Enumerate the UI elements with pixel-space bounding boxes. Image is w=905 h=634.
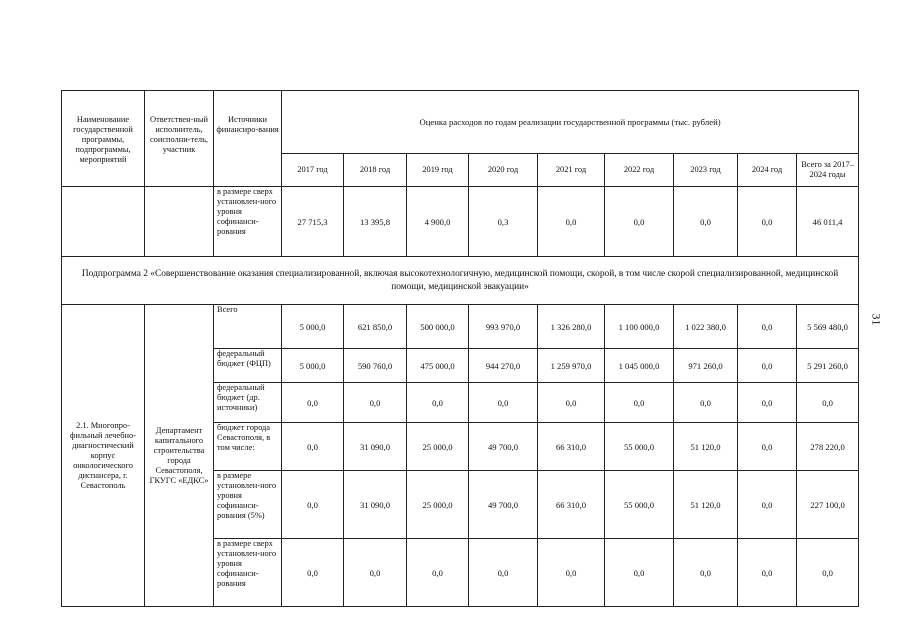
value-cell: 971 260,0 — [674, 349, 738, 383]
value-cell: 0,0 — [605, 187, 674, 257]
value-cell: 0,0 — [282, 423, 344, 471]
value-cell: 0,0 — [344, 539, 407, 607]
value-cell: 5 000,0 — [282, 349, 344, 383]
value-cell: 0,0 — [538, 383, 605, 423]
year-header: 2018 год — [344, 154, 407, 187]
value-cell: 0,0 — [738, 383, 797, 423]
value-cell: 31 090,0 — [344, 471, 407, 539]
value-cell: 0,0 — [538, 539, 605, 607]
responsible-cell-empty — [145, 187, 214, 257]
table-row — [62, 187, 859, 257]
value-cell: 0,0 — [538, 187, 605, 257]
value-cell: 5 291 260,0 — [797, 349, 859, 383]
name-cell-empty — [62, 187, 145, 257]
table-row — [62, 91, 859, 154]
value-cell: 13 395,8 — [344, 187, 407, 257]
value-cell: 1 259 970,0 — [538, 349, 605, 383]
source-cell: в размере сверх установлен-ного уровня софинанси-рования — [214, 187, 282, 257]
activity-responsible: Департамент капитального строительства города Севастополя, ГКУГС «ЕДКС» — [145, 305, 214, 607]
value-cell: 0,0 — [605, 539, 674, 607]
value-cell: 621 850,0 — [344, 305, 407, 349]
value-cell: 0,0 — [605, 383, 674, 423]
value-cell: 0,0 — [282, 383, 344, 423]
value-cell: 0,0 — [674, 383, 738, 423]
value-cell: 51 120,0 — [674, 471, 738, 539]
header-name: Наименование государственной программы, подпрограммы, мероприятий — [62, 91, 145, 187]
value-cell: 227 100,0 — [797, 471, 859, 539]
value-cell: 0,0 — [738, 471, 797, 539]
value-cell: 0,0 — [738, 187, 797, 257]
value-cell: 993 970,0 — [469, 305, 538, 349]
value-cell: 0,0 — [797, 539, 859, 607]
value-cell: 66 310,0 — [538, 471, 605, 539]
source-cell: бюджет города Севастополя, в том числе: — [214, 423, 282, 471]
page-number: 31 — [869, 313, 884, 326]
value-cell: 4 900,0 — [407, 187, 469, 257]
value-cell: 0,0 — [407, 539, 469, 607]
source-cell: Всего — [214, 305, 282, 349]
value-cell: 0,0 — [469, 383, 538, 423]
value-cell: 0,0 — [282, 539, 344, 607]
header-responsible: Ответствен-ный исполнитель, соисполни-тель, участник — [145, 91, 214, 187]
source-cell: в размере установлен-ного уровня софинанси-рования (5%) — [214, 471, 282, 539]
value-cell: 5 569 480,0 — [797, 305, 859, 349]
value-cell: 0,0 — [797, 383, 859, 423]
table-row — [62, 305, 859, 349]
value-cell: 55 000,0 — [605, 423, 674, 471]
value-cell: 475 000,0 — [407, 349, 469, 383]
value-cell: 278 220,0 — [797, 423, 859, 471]
value-cell: 49 700,0 — [469, 423, 538, 471]
value-cell: 27 715,3 — [282, 187, 344, 257]
value-cell: 55 000,0 — [605, 471, 674, 539]
value-cell: 0,0 — [738, 305, 797, 349]
year-header: 2023 год — [674, 154, 738, 187]
value-cell: 0,0 — [674, 539, 738, 607]
subprogram-title: Подпрограмма 2 «Совершенствование оказания специализированной, включая высокотехнологичную, медицинской помощи, скорой, в том числе скорой специализированной, медицинской помощи, медицинской эвакуации» — [62, 257, 859, 305]
year-header: 2017 год — [282, 154, 344, 187]
value-cell: 5 000,0 — [282, 305, 344, 349]
year-header: 2024 год — [738, 154, 797, 187]
source-cell: федеральный бюджет (ФЦП) — [214, 349, 282, 383]
value-cell: 1 100 000,0 — [605, 305, 674, 349]
value-cell: 0,3 — [469, 187, 538, 257]
value-cell: 25 000,0 — [407, 423, 469, 471]
value-cell: 66 310,0 — [538, 423, 605, 471]
value-cell: 0,0 — [674, 187, 738, 257]
year-header: Всего за 2017–2024 годы — [797, 154, 859, 187]
value-cell: 49 700,0 — [469, 471, 538, 539]
year-header: 2019 год — [407, 154, 469, 187]
value-cell: 0,0 — [407, 383, 469, 423]
value-cell: 46 011,4 — [797, 187, 859, 257]
value-cell: 0,0 — [738, 423, 797, 471]
value-cell: 590 760,0 — [344, 349, 407, 383]
source-cell: федеральный бюджет (др. источники) — [214, 383, 282, 423]
table-row — [62, 257, 859, 305]
year-header: 2020 год — [469, 154, 538, 187]
value-cell: 1 022 380,0 — [674, 305, 738, 349]
value-cell: 944 270,0 — [469, 349, 538, 383]
value-cell: 0,0 — [344, 383, 407, 423]
value-cell: 0,0 — [738, 349, 797, 383]
value-cell: 1 326 280,0 — [538, 305, 605, 349]
year-header: 2022 год — [605, 154, 674, 187]
budget-table — [61, 90, 859, 607]
value-cell: 31 090,0 — [344, 423, 407, 471]
activity-name: 2.1. Многопро-фильный лечебно-диагностический корпус онкологического диспансера, г. Севастополь — [62, 305, 145, 607]
header-estimate: Оценка расходов по годам реализации государственной программы (тыс. рублей) — [282, 91, 859, 154]
value-cell: 0,0 — [282, 471, 344, 539]
value-cell: 500 000,0 — [407, 305, 469, 349]
year-header: 2021 год — [538, 154, 605, 187]
value-cell: 1 045 000,0 — [605, 349, 674, 383]
value-cell: 51 120,0 — [674, 423, 738, 471]
source-cell: в размере сверх установлен-ного уровня софинанси-рования — [214, 539, 282, 607]
header-sources: Источники финансиро-вания — [214, 91, 282, 187]
value-cell: 0,0 — [469, 539, 538, 607]
value-cell: 0,0 — [738, 539, 797, 607]
value-cell: 25 000,0 — [407, 471, 469, 539]
